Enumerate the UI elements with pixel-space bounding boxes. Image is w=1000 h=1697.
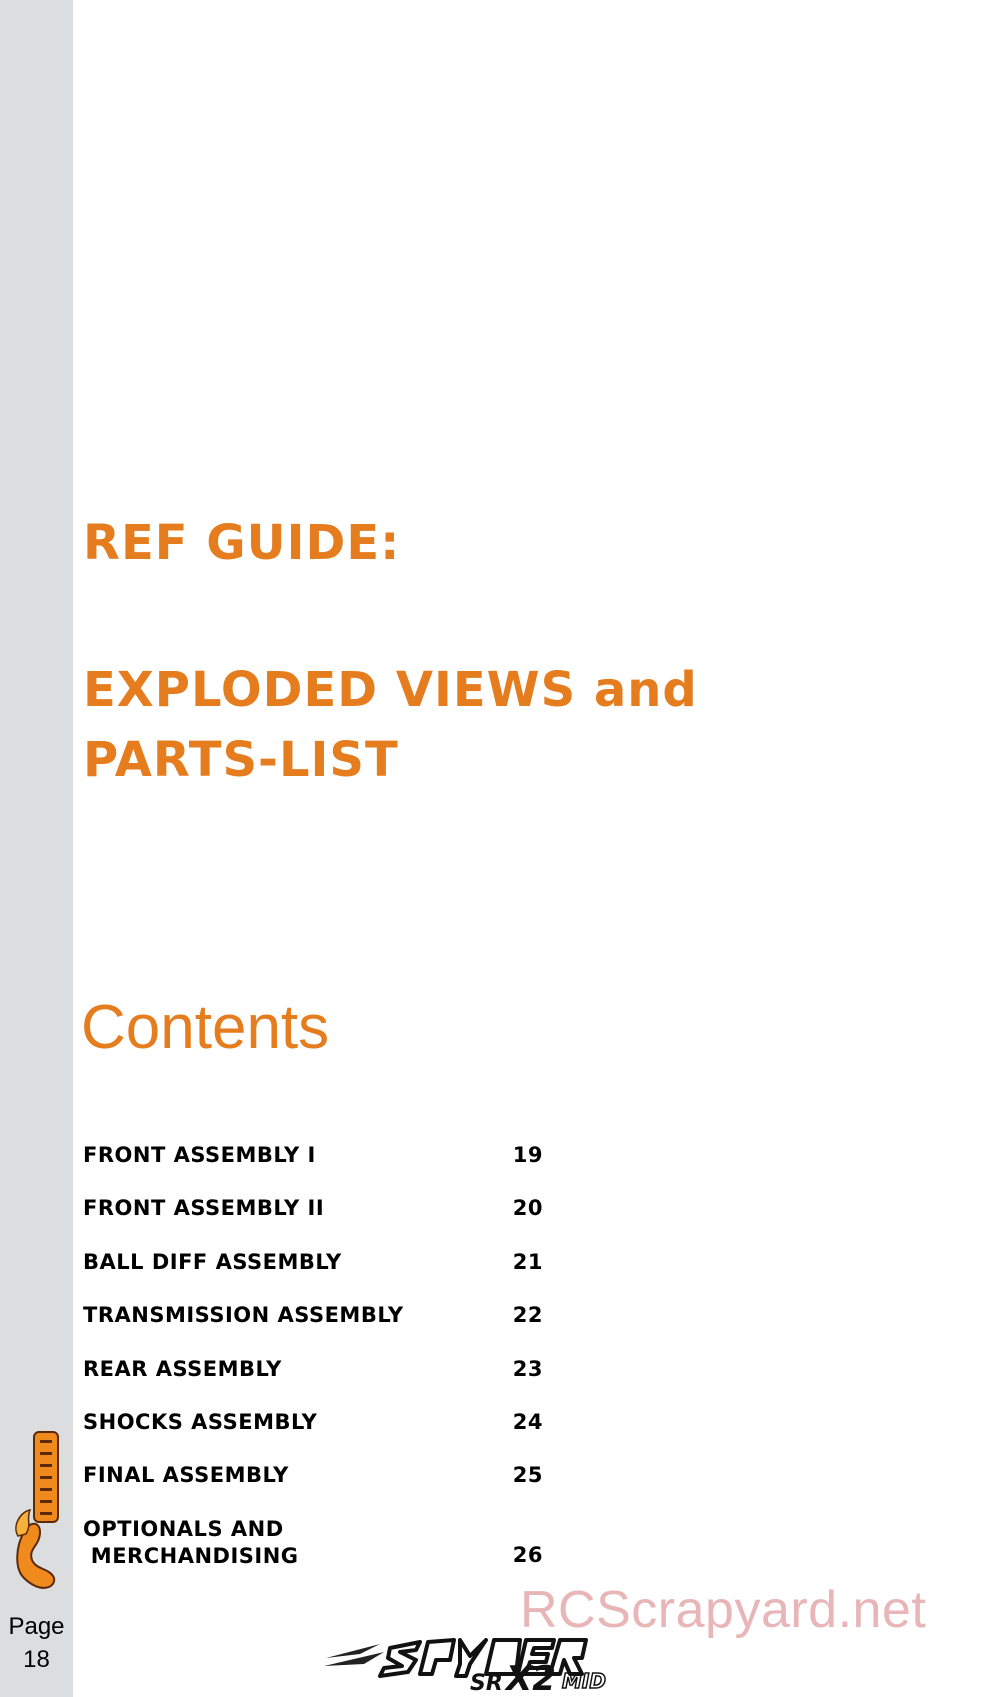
toc-item-label: TRANSMISSION ASSEMBLY: [83, 1303, 404, 1327]
toc-item-label-line2: MERCHANDISING: [83, 1544, 299, 1568]
toc-item-label: FRONT ASSEMBLY I: [83, 1143, 316, 1167]
svg-text:X2: X2: [506, 1659, 556, 1692]
toc-item-page: 19: [512, 1143, 543, 1167]
toc-item-front-assembly-ii[interactable]: [83, 1196, 543, 1222]
toc-item-page: 21: [512, 1250, 543, 1274]
toc-item-label: FRONT ASSEMBLY II: [83, 1196, 325, 1220]
watermark-text: RCScrapyard.net: [520, 1581, 927, 1639]
ref-guide-title: REF GUIDE:: [83, 515, 401, 571]
toc-item-page: 22: [512, 1303, 543, 1327]
toc-item-shocks-assembly[interactable]: [83, 1410, 543, 1436]
page-label: Page: [8, 1613, 65, 1640]
toc-item-page: 26: [512, 1543, 543, 1567]
toc-item-label-line1: OPTIONALS AND: [83, 1517, 284, 1541]
toc-item-optionals-merchandising[interactable]: [83, 1516, 543, 1570]
toc-item-final-assembly[interactable]: [83, 1463, 543, 1489]
toc-item-label: REAR ASSEMBLY: [83, 1357, 282, 1381]
toc-item-label: FINAL ASSEMBLY: [83, 1463, 289, 1487]
toc-item-label: SHOCKS ASSEMBLY: [83, 1410, 318, 1434]
toc-item-front-assembly-i[interactable]: [83, 1143, 543, 1169]
serpent-logo-icon: [10, 1428, 64, 1594]
sidebar: [0, 0, 73, 1697]
page-number: 18: [23, 1646, 50, 1673]
toc-item-label: [83, 1516, 299, 1570]
toc-item-label: BALL DIFF ASSEMBLY: [83, 1250, 342, 1274]
toc-item-page: 25: [512, 1463, 543, 1487]
spyder-srx2-mid-logo-icon: [320, 1630, 660, 1692]
toc-item-ball-diff-assembly[interactable]: [83, 1250, 543, 1276]
contents-heading: Contents: [81, 993, 330, 1062]
toc-item-page: 24: [512, 1410, 543, 1434]
svg-text:MID: MID: [562, 1669, 606, 1692]
exploded-views-title: EXPLODED VIEWS and: [83, 662, 698, 718]
parts-list-title: PARTS-LIST: [83, 732, 399, 788]
toc-item-page: 20: [512, 1196, 543, 1220]
toc-item-page: 23: [512, 1357, 543, 1381]
toc-item-transmission-assembly[interactable]: [83, 1303, 543, 1329]
toc-item-rear-assembly[interactable]: [83, 1357, 543, 1383]
svg-text:SR: SR: [470, 1671, 503, 1692]
